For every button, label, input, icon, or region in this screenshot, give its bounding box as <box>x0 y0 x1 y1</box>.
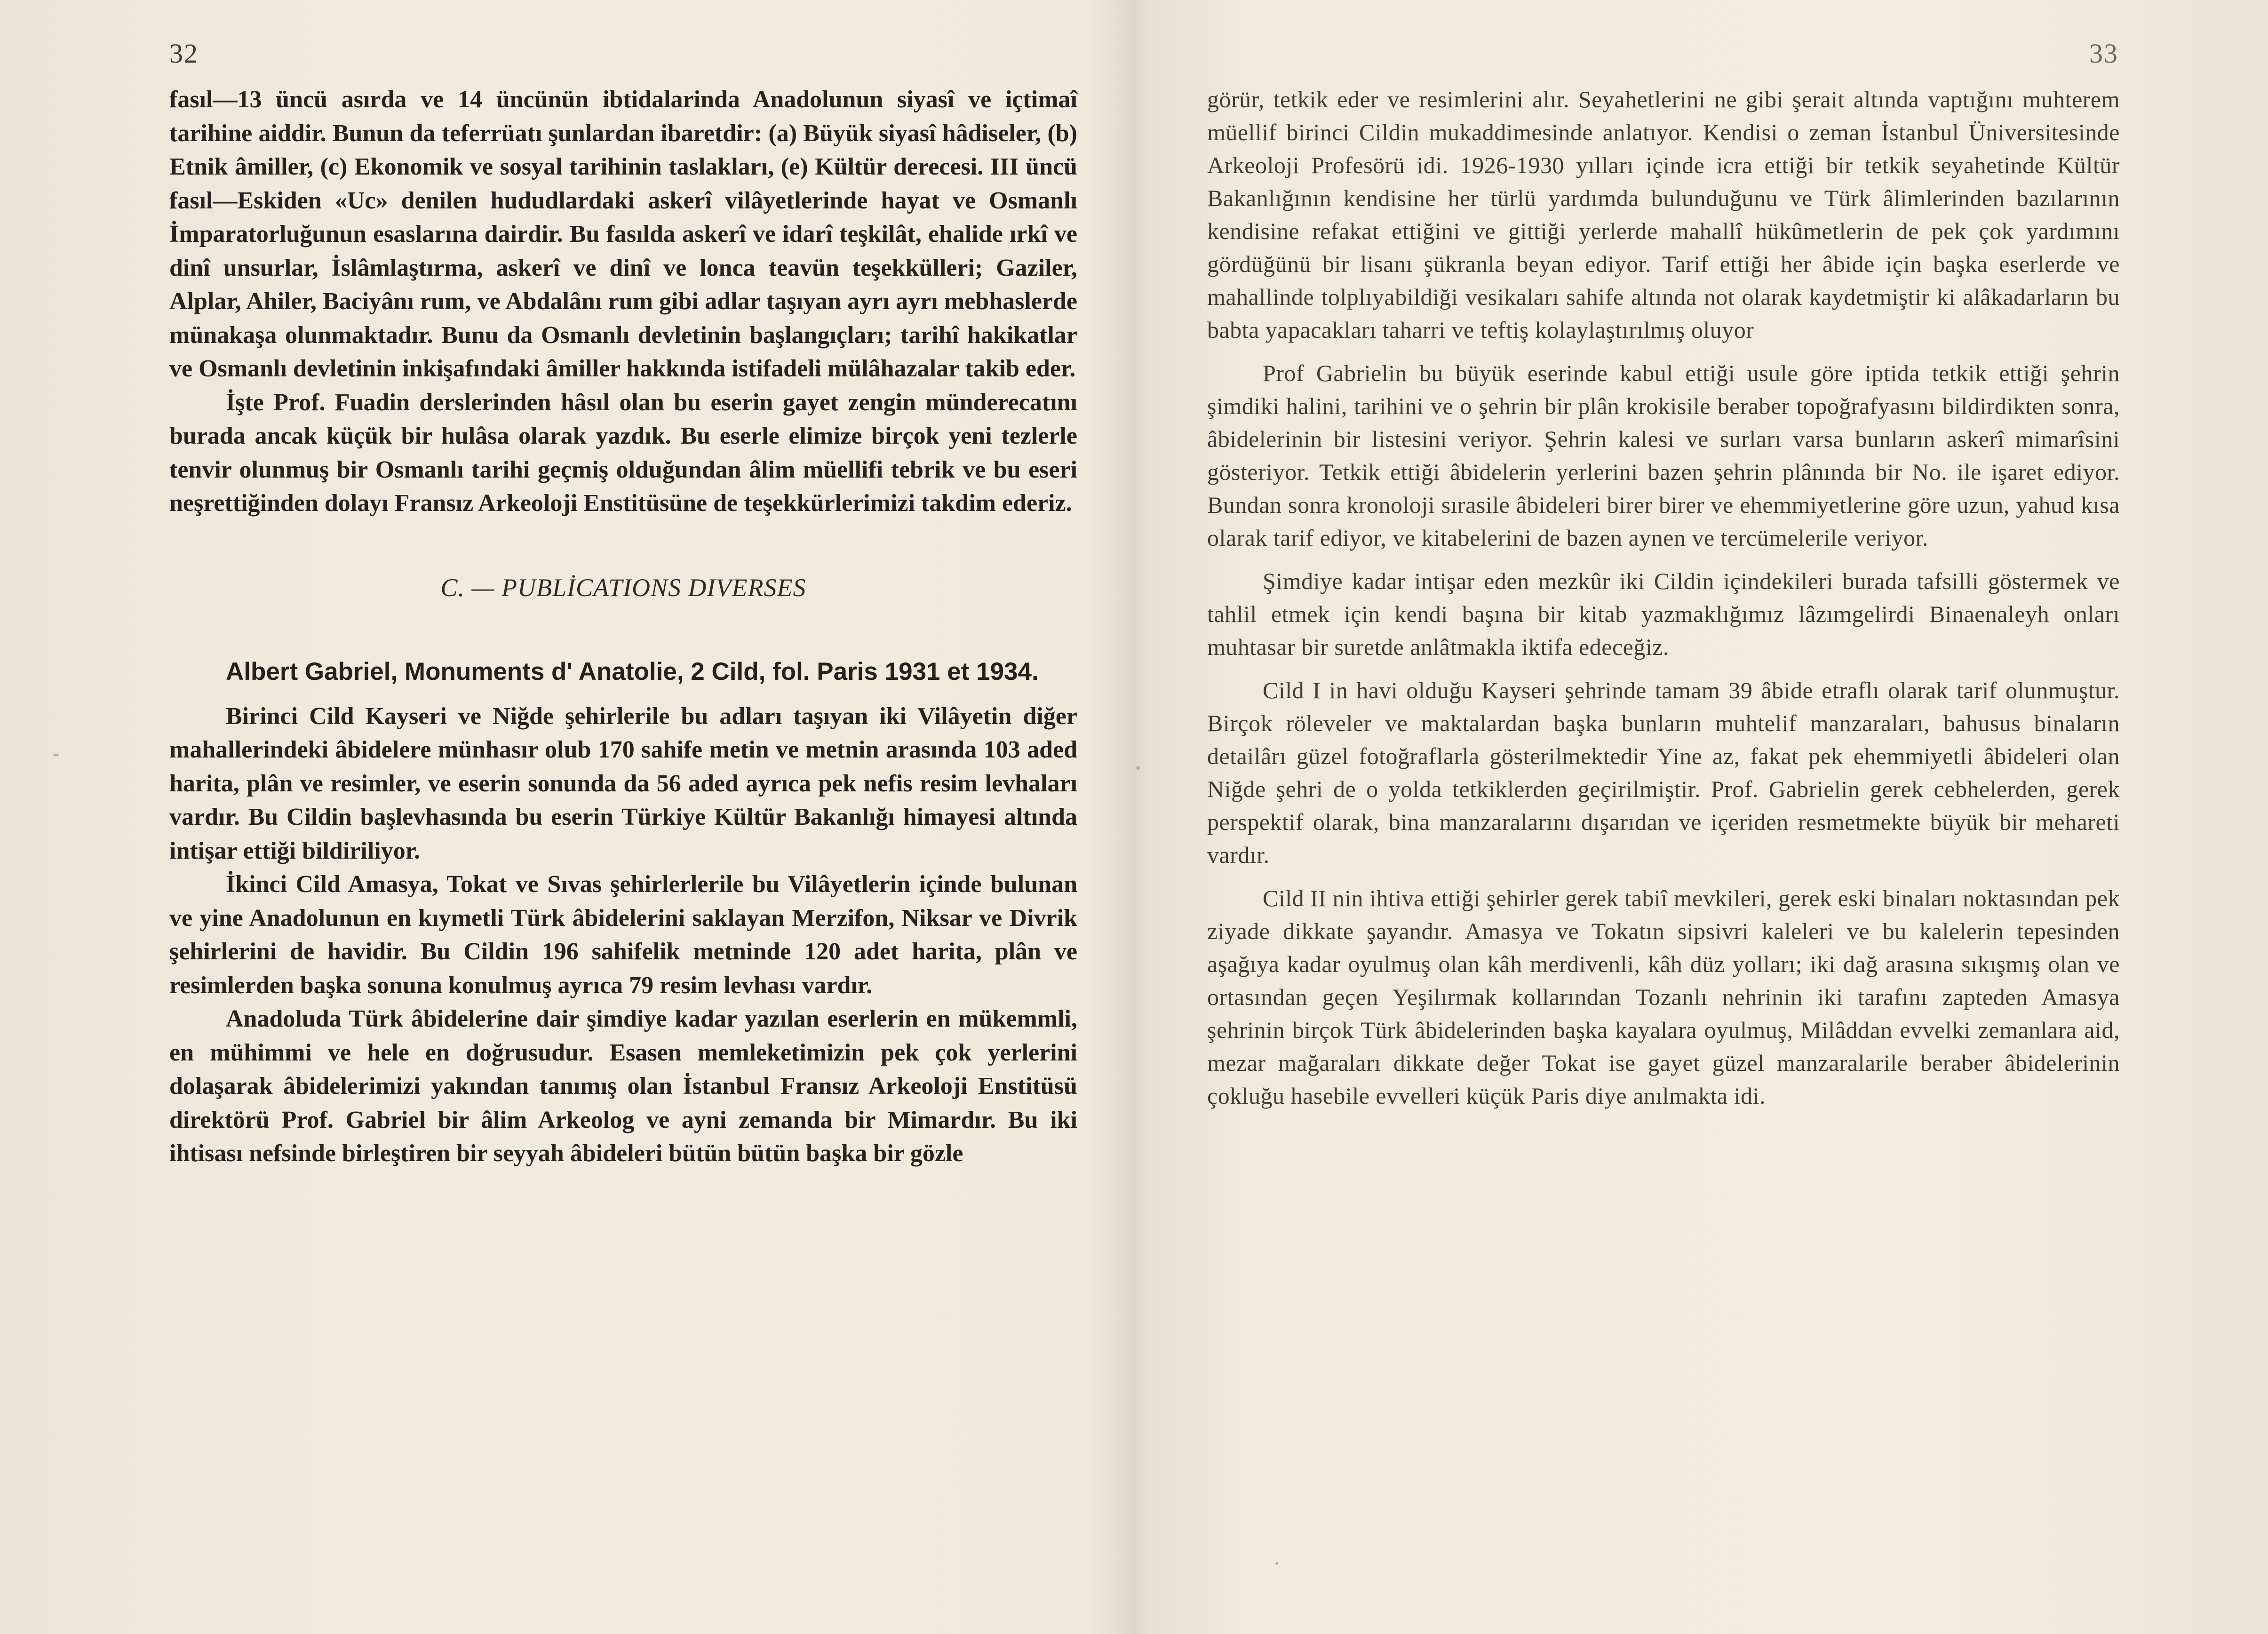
closing-paragraph: İşte Prof. Fuadin derslerinden hâsıl olan bu eserin gayet zengin münderecatını burada ancak küçük bir hulâsa olarak yazdık. Bu eserle elimize birçok yeni tezlerle tenvir olunmuş bir Osmanlı tarihi geçmiş olduğundan âlim müellifi tebrik ve bu eseri neşrettiğinden dolayı Fransız Arkeoloji Enstitüsüne de teşekkürlerimizi takdim ederiz. <box>169 389 1077 517</box>
body-paragraph: Cild II nin ihtiva ettiği şehirler gerek tabiî mevkileri, gerek eski binaları noktasından pek ziyade dikkate şayandır. Amasya ve Tokatın sipsivri kaleleri ve bu kalelerin tepesinden aşağıya kadar oyulmuş olan kâh merdivenli, kâh düz yolları; iki dağ arasına sıkışmış olan ve ortasından geçen Yeşilırmak kollarından Tozanlı nehrinin iki tarafını zapteden Amasya şehrinin birçok Türk âbidelerinden başka kayalara oyulmuş, Milâddan evvelki zemanlara aid, mezar mağaraları dikkate değer Tokat ise gayet güzel manzaralarile beraber âbidelerinin çokluğu hasebile evvelleri küçük Paris diye anılmakta idi. <box>1207 885 2120 1109</box>
left-text-block <box>169 83 1077 1171</box>
body-paragraph: Anadoluda Türk âbidelerine dair şimdiye kadar yazılan eserlerin en mükemmli, en mühimmi ve hele en doğrusudur. Esasen memleketimizin pek çok yerlerini dolaşarak âbidelerimizi yakından tanımış olan İstanbul Fransız Arkeoloji Enstitüsü direktörü Prof. Gabriel bir âlim Arkeolog ve ayni zemanda bir Mimardır. Bu iki ihtisası nefsinde birleştiren bir seyyah âbideleri bütün bütün başka bir gözle <box>169 1005 1077 1167</box>
right-page <box>1134 0 2268 1634</box>
page-number-right: 33 <box>2089 38 2118 69</box>
section-heading: C. — PUBLİCATIONS DIVERSES <box>440 573 806 602</box>
body-paragraph: Birinci Cild Kayseri ve Niğde şehirlerile bu adları taşıyan iki Vilâyetin diğer mahallerindeki âbidelere münhasır olub 170 sahife metin ve metnin arasında 103 aded harita, plân ve resimler, ve eserin sonunda da 56 aded ayrıca pek nefis resim levhaları vardır. Bu Cildin başlevhasında bu eserin Türkiye Kültür Bakanlığı himayesi altında intişar ettiği bildiriliyor. <box>169 702 1077 864</box>
body-paragraph: görür, tetkik eder ve resimlerini alır. Seyahetlerini ne gibi şerait altında vaptığını muhterem müellif birinci Cildin mukaddimesinde anlatıyor. Kendisi o zeman İstanbul Üniversitesinde Arkeoloji Profesörü idi. 1926-1930 yılları içinde icra ettiği bir tetkik seyahetinde Kültür Bakanlığının kendisine her türlü yardımda bulunduğunu ve Türk âlimlerinden bazılarının kendisine refakat ettiğini ve gittiği yerlerde mahallî hükûmetlerin de pek çok yardımını gördüğünü bir lisanı şükranla beyan ediyor. Tarif ettiği her âbide için başka eserlerde ve mahallinde tolplıyabildiği vesikaları sahife altında not olarak kaydetmiştir ki alâkadarların bu babta yapacakları taharri ve teftiş kolaylaştırılmış oluyor <box>1207 86 2120 343</box>
body-paragraph: Cild I in havi olduğu Kayseri şehrinde tamam 39 âbide etraflı olarak tarif olunmuştur. Birçok röleveler ve maktalardan başka bunların muhtelif manzaraları, bahusus binaların detailârı güzel fotoğraflarla gösterilmektedir Yine az, fakat pek ehemmiyetli âbideleri olan Niğde şehri de o yolda tetkiklerden geçirilmiştir. Prof. Gabrielin gerek cebhelerden, gerek perspektif olarak, bina manzaralarını dışarıdan ve içeriden resmetmekte büyük bir mehareti vardır. <box>1207 677 2120 868</box>
body-paragraph: İkinci Cild Amasya, Tokat ve Sıvas şehirlerlerile bu Vilâyetlerin içinde bulunan ve yine Anadolunun en kıymetli Türk âbidelerini saklayan Merzifon, Niksar ve Divrik şehirlerini de havidir. Bu Cildin 196 sahifelik metninde 120 adet harita, plân ve resimlerden başka sonuna konulmuş ayrıca 79 resim levhası vardır. <box>169 871 1077 999</box>
body-paragraph: Şimdiye kadar intişar eden mezkûr iki Cildin içindekileri burada tafsilli göstermek ve tahlil etmek için kendi başına bir kitab yazmaklığımız lâzımgelirdi Binaenaleyh onları muhtasar bir suretde anlâtmakla iktifa edeceğiz. <box>1207 568 2120 660</box>
publication-title: Albert Gabriel, Monuments d' Anatolie, 2 Cild, fol. Paris 1931 et 1934. <box>226 657 1039 685</box>
paper-speck <box>1275 1562 1278 1565</box>
paper-speck <box>53 754 59 757</box>
body-paragraph: Prof Gabrielin bu büyük eserinde kabul ettiği usule göre iptida tetkik ettiği şehrin şimdiki halini, tarihini ve o şehrin bir plân krokisile beraber topoğrafyasını bildirdikten sonra, âbidelerinin bir listesini veriyor. Şehrin kalesi ve surları varsa bunların askerî mimarîsini gösteriyor. Tetkik ettiği âbidelerin yerlerini bazen şehrin plânında bir No. ile işaret ediyor. Bundan sonra kronoloji sırasile âbideleri birer birer ve ehemmiyetlerine göre uzun, yahud kısa olarak tarif ediyor, ve kitabelerini de bazen aynen ve tercümelerile veriyor. <box>1207 360 2120 551</box>
paper-speck <box>1136 766 1140 770</box>
intro-paragraph: fasıl—13 üncü asırda ve 14 üncünün ibtidalarinda Anadolunun siyasî ve içtimaî tarihine aiddir. Bunun da teferrüatı şunlardan ibaretdir: (a) Büyük siyasî hâdiseler, (b) Etnik âmiller, (c) Ekonomik ve sosyal tarihinin taslakları, (e) Kültür derecesi. III üncü fasıl—Eskiden «Uc» denilen hududlardaki askerî vilâyetlerinde hayat ve Osmanlı İmparatorluğunun esaslarına dairdir. Bu fasılda askerî ve idarî teşkilât, ehalide ırkî ve dinî unsurlar, İslâmlaştırma, askerî ve dinî ve lonca teavün teşekkülleri; Gaziler, Alplar, Ahiler, Baciyânı rum, ve Abdalânı rum gibi adlar taşıyan ayrı ayrı mebhaslerde münakaşa olunmaktadır. Bunu da Osmanlı devletinin başlangıçları; tarihî hakikatlar ve Osmanlı devletinin inkişafındaki âmiller hakkında istifadeli mülâhazalar takib eder. <box>169 86 1077 382</box>
page-number-left: 32 <box>169 38 199 69</box>
right-text-block <box>1207 83 2120 1112</box>
